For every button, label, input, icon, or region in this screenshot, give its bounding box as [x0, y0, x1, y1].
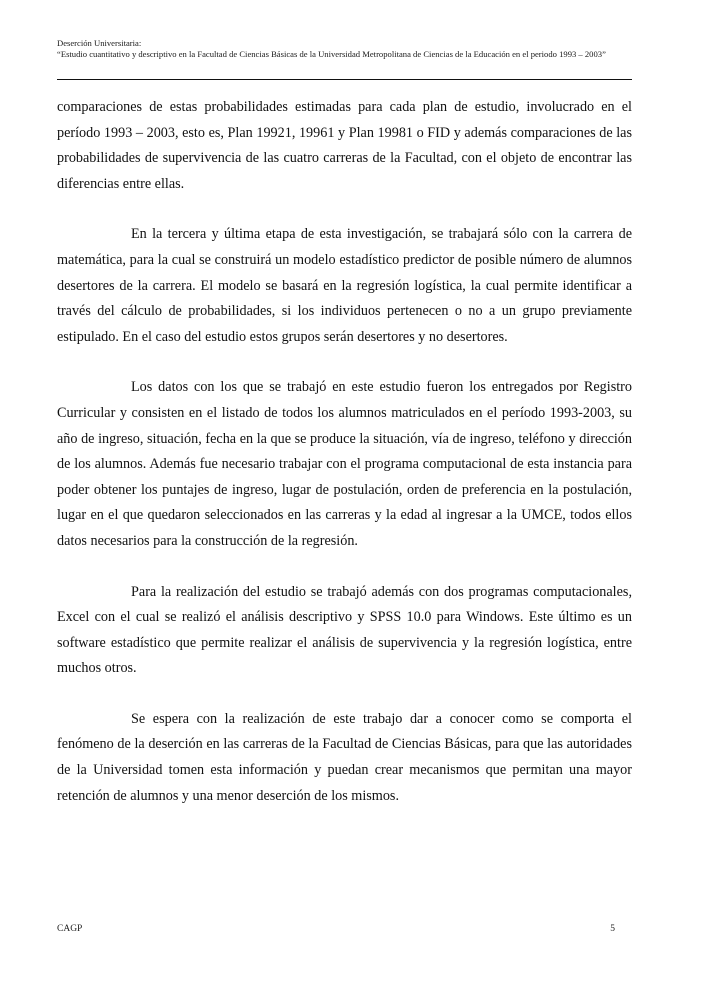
header-subtitle: “Estudio cuantitativo y descriptivo en la Facultad de Ciencias Básicas de la Universidad Metropolitana de Ciencias de la Educación en el periodo 1993 – 2003” [57, 48, 606, 59]
paragraph-data-sources: Los datos con los que se trabajó en este estudio fueron los entregados por Registro Curricular y consisten en el listado de todos los alumnos matriculados en el período 1993-2003, su año de ingreso, situación, fecha en la que se produce la situación, vía de ingreso, teléfono y dirección de los alumnos. Además fue necesario trabajar con el programa computacional de esta instancia para poder obtener los puntajes de ingreso, lugar de postulación, orden de preferencia en la postulación, lugar en el que quedaron seleccionados en las carreras y la edad al ingresar a la UMCE, todos ellos datos necesarios para la construcción de la regresión. [57, 379, 632, 549]
paragraph-third-stage: En la tercera y última etapa de esta investigación, se trabajará sólo con la carrera de matemática, para la cual se construirá un modelo estadístico predictor de posible número de alumnos desertores de la carrera. El modelo se basará en la regresión logística, la cual permite identificar a través del cálculo de probabilidades, si los individuos pertenecen o no a un grupo previamente estipulado. En el caso del estudio estos grupos serán desertores y no desertores. [57, 226, 632, 345]
page-number: 5 [610, 924, 615, 934]
paragraph-expectations: Se espera con la realización de este trabajo dar a conocer como se comporta el fenómeno de la deserción en las carreras de la Facultad de Ciencias Básicas, para que las autoridades de la Universidad tomen esta información y puedan crear mecanismos que permitan una mayor retención de alumnos y una menor deserción de los mismos. [57, 710, 632, 804]
footer-author: CAGP [57, 924, 83, 934]
paragraph-software: Para la realización del estudio se trabajó además con dos programas computacionales, Excel con el cual se realizó el análisis descriptivo y SPSS 10.0 para Windows. Este último es un software estadístico que permite realizar el análisis de supervivencia y la regresión logística, entre muchos otros. [57, 583, 632, 677]
running-header [57, 38, 632, 59]
body-text [57, 95, 632, 809]
header-divider [57, 79, 632, 80]
header-title: Deserción Universitaria: [57, 38, 142, 48]
paragraph-continuation: comparaciones de estas probabilidades estimadas para cada plan de estudio, involucrado en el período 1993 – 2003, esto es, Plan 19921, 19961 y Plan 19981 o FID y además comparaciones de las probabilidades de supervivencia de las cuatro carreras de la Facultad, con el objeto de encontrar las diferencias entre ellas. [57, 99, 632, 192]
